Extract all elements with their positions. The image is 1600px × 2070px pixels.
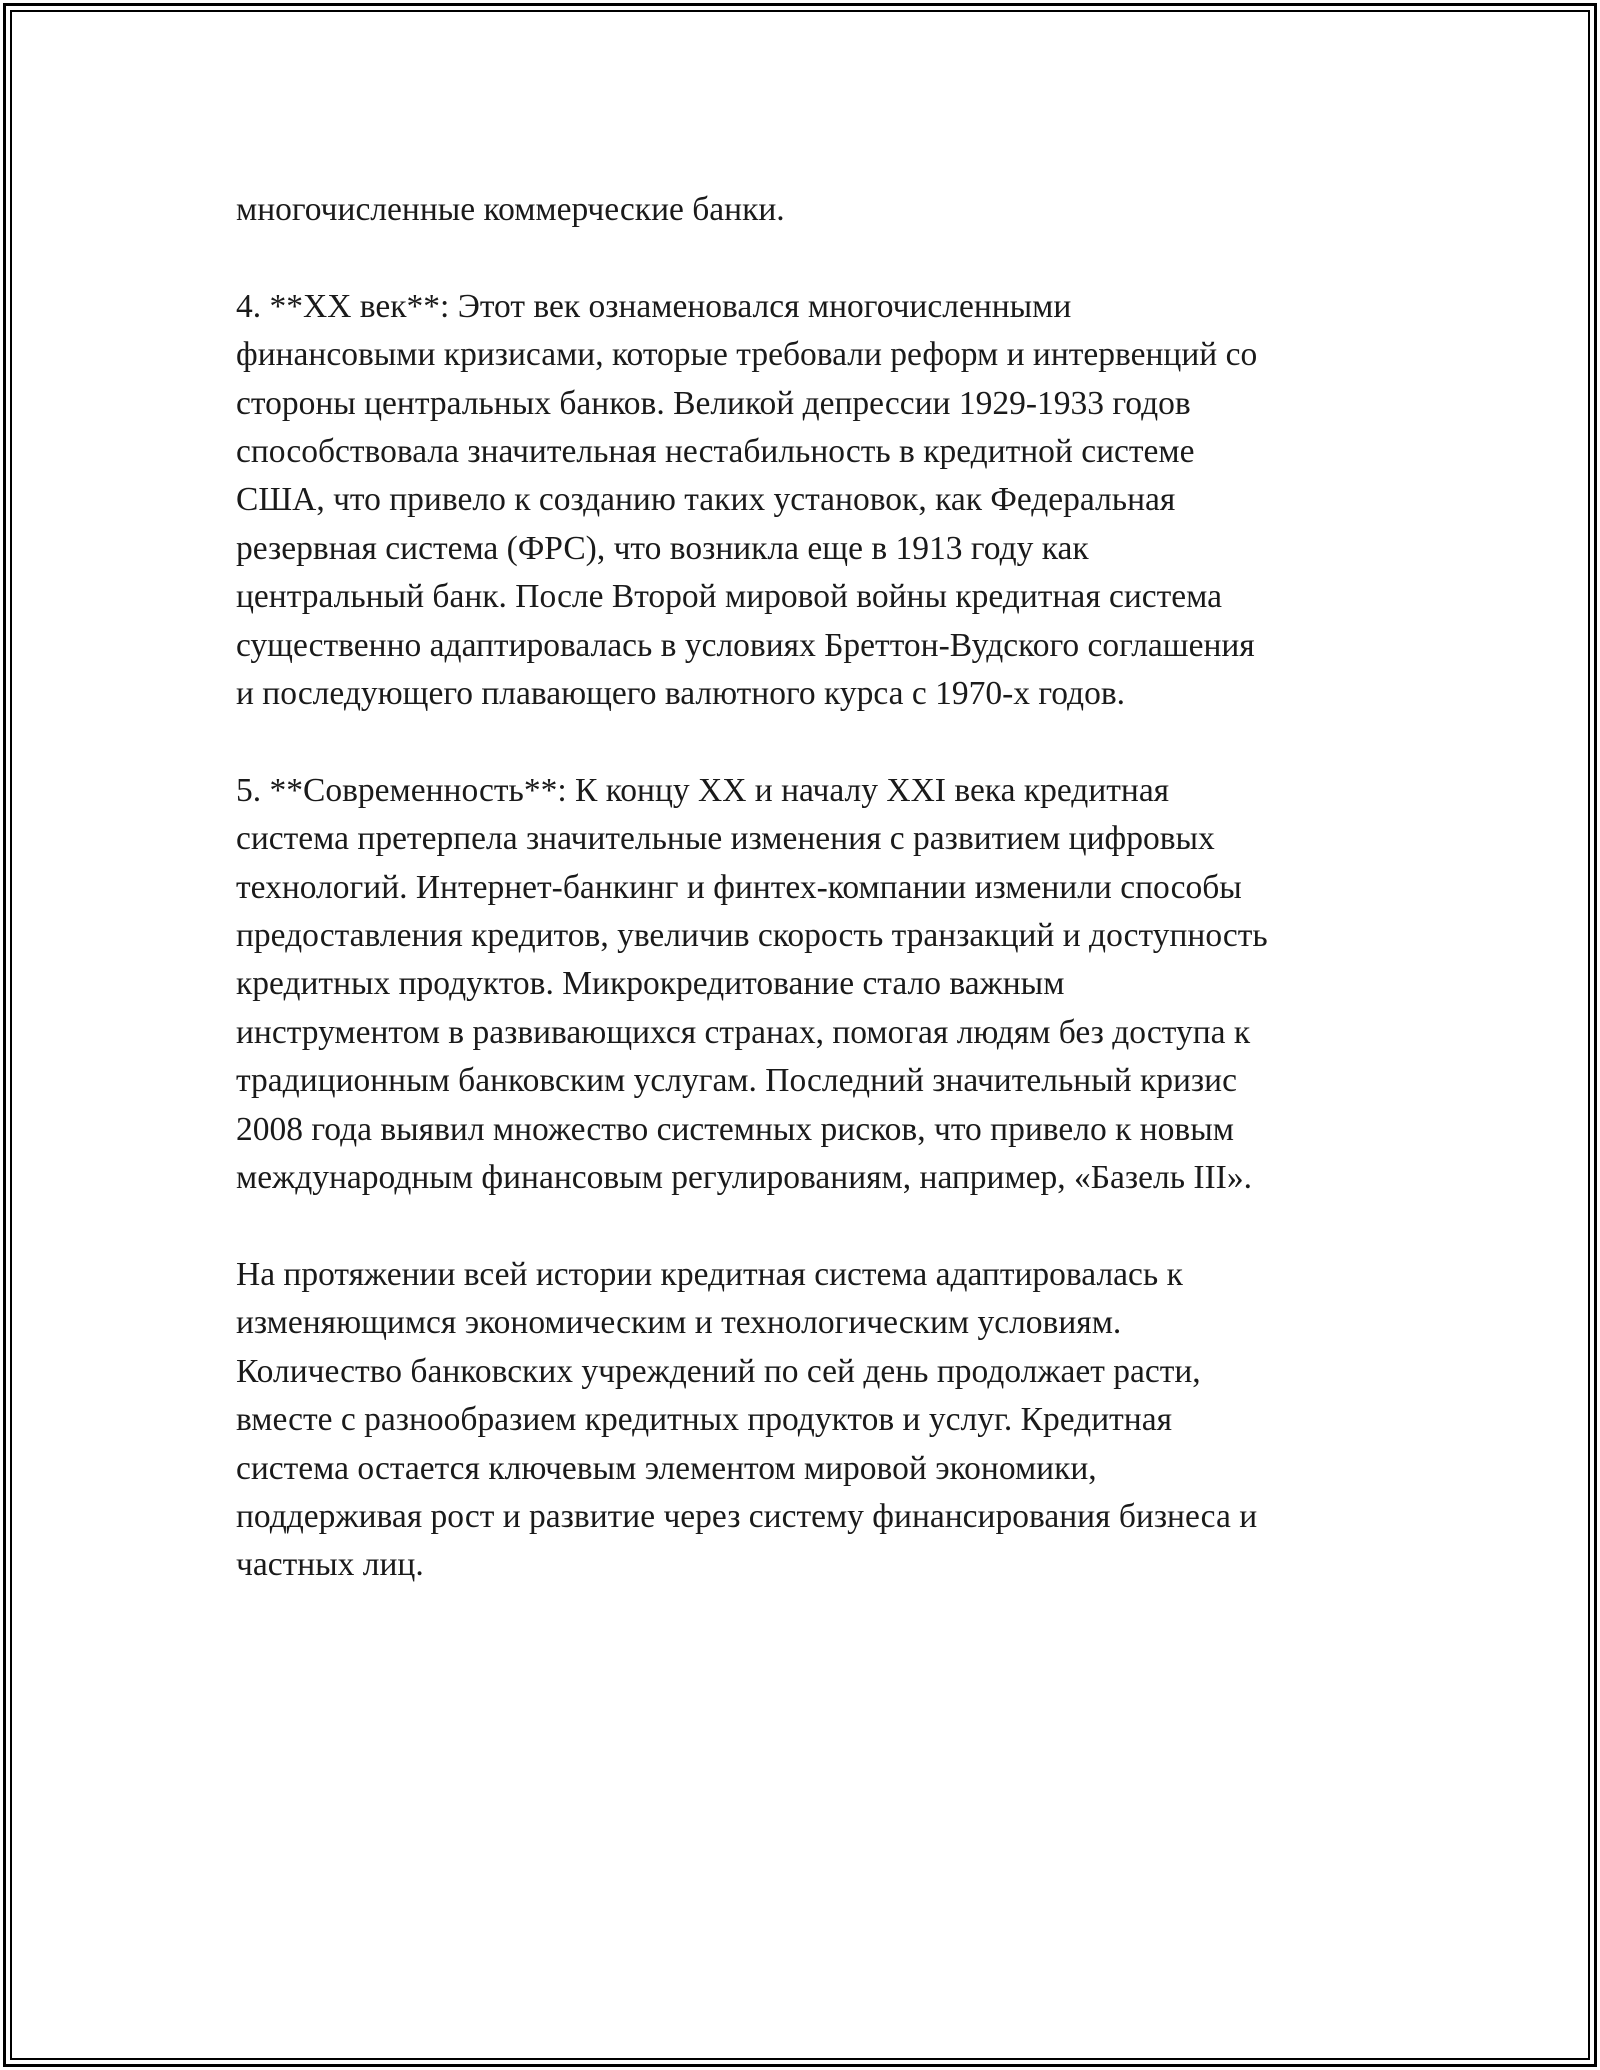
paragraph-20th-century: 4. **XX век**: Этот век ознаменовался многочисленными финансовыми кризисами, которые требовали реформ и интервенций со стороны центральных банков. Великой депрессии 1929-1933 годов способствовала значительная нестабильность в кредитной системе США, что привело к созданию таких установок, как Федеральная резервная система (ФРС), что возникла еще в 1913 году как центральный банк. После Второй мировой войны кредитная система существенно адаптировалась в условиях Бреттон-Вудского соглашения и последующего плавающего валютного курса с 1970-х годов. <box>236 287 1258 713</box>
paragraph-conclusion: На протяжении всей истории кредитная система адаптировалась к изменяющимся экономическим и технологическим условиям. Количество банковских учреждений по сей день продолжает расти, вместе с разнообразием кредитных продуктов и услуг. Кредитная система остается ключевым элементом мировой экономики, поддерживая рост и развитие через систему финансирования бизнеса и частных лиц. <box>236 1255 1258 1584</box>
paragraph-continuation: многочисленные коммерческие банки. <box>236 191 785 228</box>
document-body <box>236 186 1371 1590</box>
paragraph-modernity: 5. **Современность**: К концу XX и началу XXI века кредитная система претерпела значительные изменения с развитием цифровых технологий. Интернет-банкинг и финтех-компании изменили способы предоставления кредитов, увеличив скорость транзакций и доступность кредитных продуктов. Микрокредитование стало важным инструментом в развивающихся странах, помогая людям без доступа к традиционным банковским услугам. Последний значительный кризис 2008 года выявил множество системных рисков, что привело к новым международным финансовым регулированиям, например, «Базель III». <box>236 771 1268 1197</box>
